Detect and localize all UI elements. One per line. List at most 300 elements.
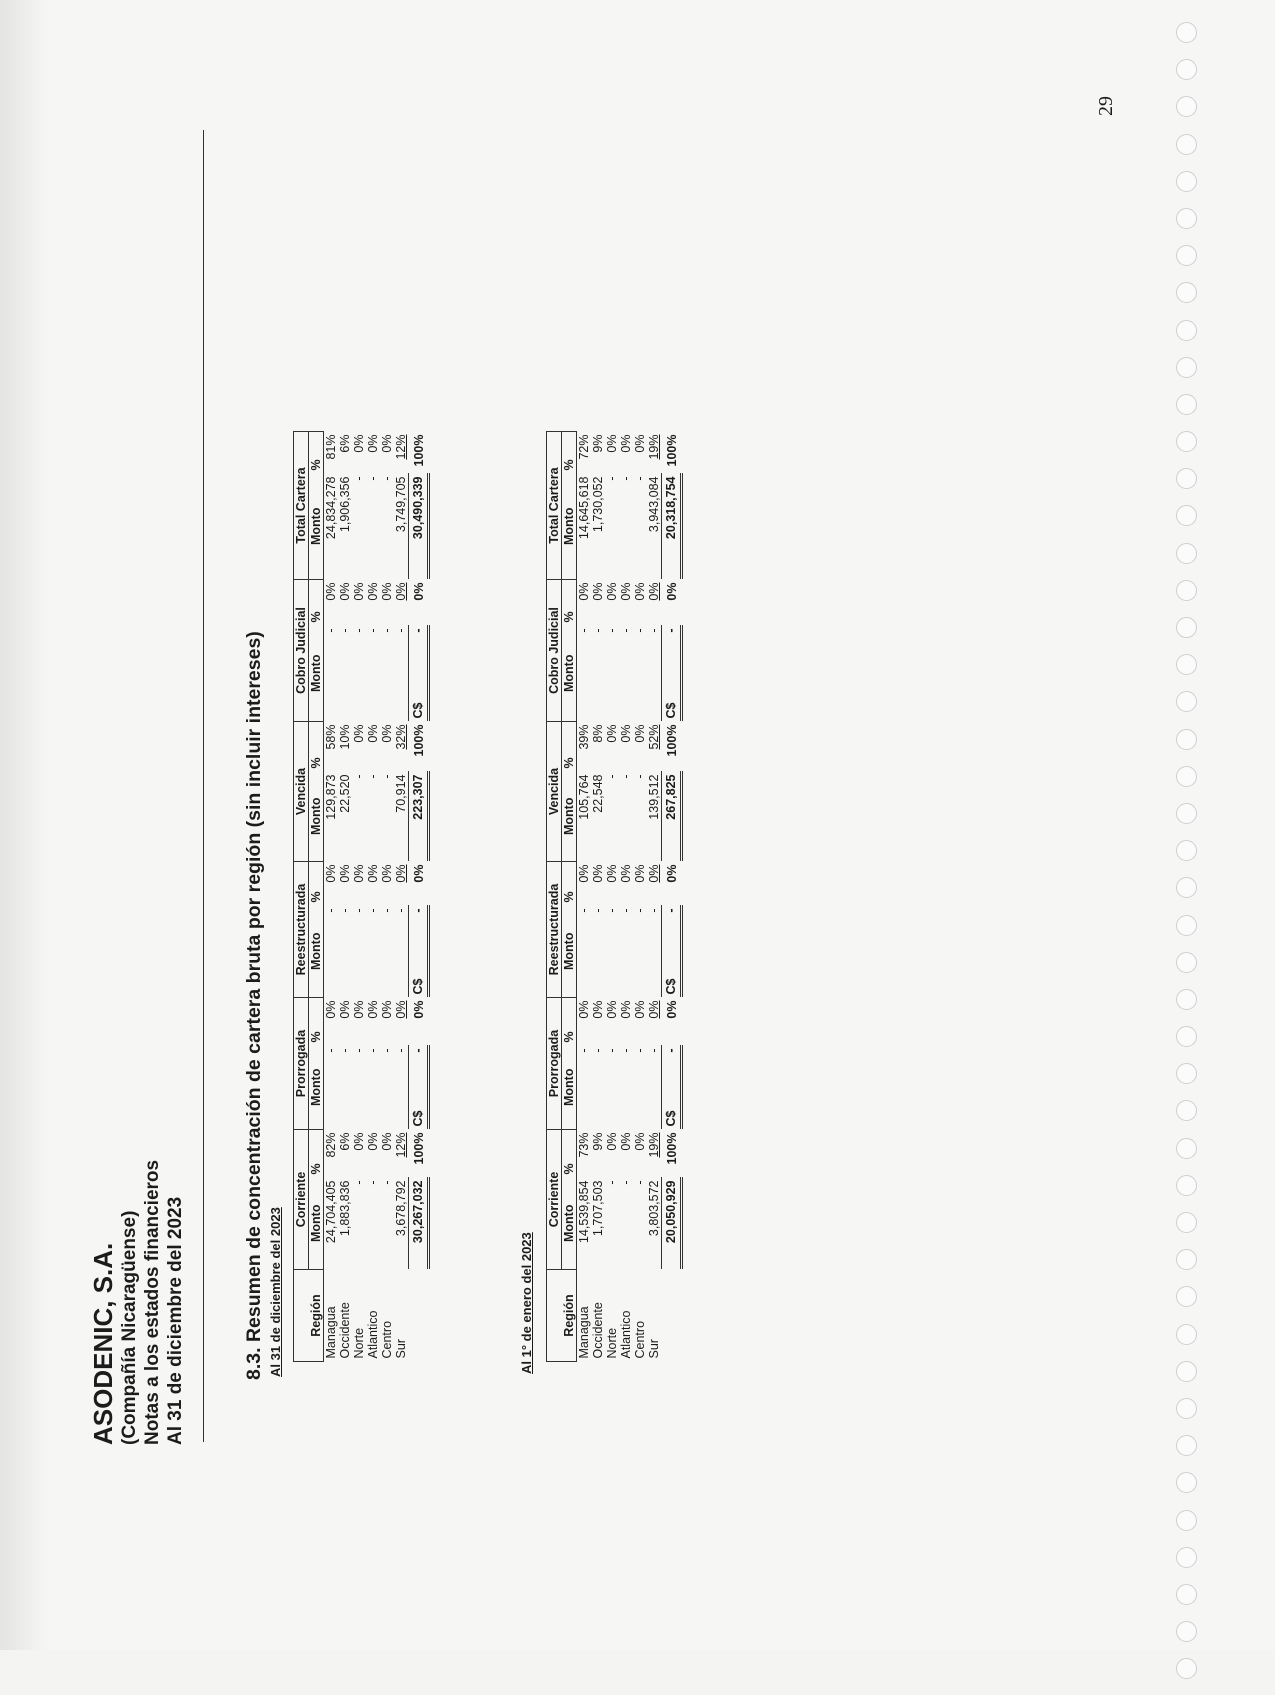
cobro-monto-cell: - [352, 628, 366, 633]
table-row [394, 432, 409, 1362]
cobro-pct-cell: 0% [647, 582, 662, 601]
vencida-monto-cell: - [366, 774, 380, 779]
prorrogada-total-pct: 0% [411, 1000, 426, 1019]
corriente-monto-cell: 1,883,836 [338, 1180, 352, 1237]
vencida-total-pct: 100% [664, 724, 679, 757]
total-total-cell: 20,318,754 [662, 474, 682, 580]
total-pct-cell: 19% [647, 434, 662, 460]
header-divider [203, 130, 204, 1442]
cobro-pct-cell: 0% [338, 582, 352, 601]
pct-header: % [309, 432, 324, 474]
total-pct-cell: 0% [633, 434, 647, 453]
prorrogada-monto-cell: - [647, 1046, 662, 1130]
binder-hole [1176, 1175, 1197, 1196]
region-cell: Sur [647, 1339, 662, 1359]
reestructurada-total-cell [409, 906, 429, 998]
prorrogada-pct-cell: 0% [605, 1000, 619, 1019]
vencida-pct-cell: 0% [633, 724, 647, 743]
binder-hole [1176, 431, 1197, 452]
total-monto-cell: - [619, 476, 633, 481]
corriente-pct-cell: 0% [605, 1132, 619, 1151]
monto-header: Monto [309, 906, 324, 998]
binder-hole [1176, 171, 1197, 192]
prorrogada-pct-cell: 0% [577, 1000, 591, 1019]
vencida-pct-cell: 0% [380, 724, 394, 743]
binder-hole [1176, 1324, 1197, 1345]
vencida-pct-cell: 10% [338, 724, 352, 750]
cobro-monto-cell: - [605, 628, 619, 633]
prorrogada-pct-cell: 0% [366, 1000, 380, 1019]
vencida-total-cell: 223,307 [409, 772, 429, 862]
portfolio-table-jan-2023 [546, 431, 683, 1362]
reestructurada-pct-cell: 0% [605, 864, 619, 883]
binder-hole [1176, 1212, 1197, 1233]
reestructurada-monto-cell: - [619, 908, 633, 913]
binder-hole [1176, 22, 1197, 43]
vencida-monto-cell: 22,548 [591, 774, 605, 813]
vencida-pct-cell: 52% [647, 724, 662, 750]
region-cell: Norte [605, 1327, 619, 1359]
corriente-monto-cell: - [605, 1180, 619, 1185]
binder-hole [1176, 989, 1197, 1010]
reestructurada-pct-cell: 0% [352, 864, 366, 883]
sub-header-row [309, 432, 324, 1362]
cobro-pct-cell: 0% [605, 582, 619, 601]
reestructurada-total-pct: 0% [411, 864, 426, 883]
corriente-pct-cell: 0% [352, 1132, 366, 1151]
group-header: Total Cartera [294, 432, 309, 580]
binder-hole [1176, 282, 1197, 303]
report-header [88, 1160, 187, 1445]
total-pct-cell: 0% [352, 434, 366, 453]
table-2-subtitle: Al 1° de enero del 2023 [519, 1232, 534, 1374]
corriente-monto-cell: 24,704,405 [324, 1180, 338, 1244]
cobro-monto-cell: - [619, 628, 633, 633]
region-cell: Sur [394, 1339, 409, 1359]
prorrogada-monto-cell: - [633, 1048, 647, 1053]
binder-hole [1176, 1249, 1197, 1270]
vencida-monto-cell: - [619, 774, 633, 779]
cobro-pct-cell: 0% [633, 582, 647, 601]
total-monto-cell: - [380, 476, 394, 481]
group-header-row [547, 432, 562, 1362]
cobro-monto-cell: - [633, 628, 647, 633]
prorrogada-monto-cell: - [619, 1048, 633, 1053]
group-header: Vencida [294, 722, 309, 862]
corriente-pct-cell: 0% [380, 1132, 394, 1151]
totals-label [409, 1270, 429, 1362]
currency-symbol: C$ [664, 1110, 678, 1127]
monto-header: Monto [309, 1046, 324, 1130]
table-row [619, 432, 633, 1362]
region-cell: Atlantico [619, 1310, 633, 1359]
reestructurada-monto-cell: - [366, 908, 380, 913]
binder-hole [1176, 654, 1197, 675]
binder-hole [1176, 1100, 1197, 1121]
prorrogada-pct-cell: 0% [633, 1000, 647, 1019]
prorrogada-monto-cell: - [324, 1048, 338, 1053]
group-header: Cobro Judicial [547, 580, 562, 722]
group-header: Prorrogada [547, 998, 562, 1130]
region-cell: Managua [577, 1306, 591, 1359]
binder-hole [1176, 1286, 1197, 1307]
corriente-pct-cell: 9% [591, 1132, 605, 1151]
region-cell: Managua [324, 1306, 338, 1359]
prorrogada-pct-cell: 0% [619, 1000, 633, 1019]
binder-hole [1176, 803, 1197, 824]
table-row [605, 432, 619, 1362]
table-row [338, 432, 352, 1362]
binder-hole [1176, 766, 1197, 787]
vencida-monto-cell: 70,914 [394, 772, 409, 862]
monto-header: Monto [309, 772, 324, 862]
region-cell: Occidente [338, 1302, 352, 1359]
reestructurada-pct-cell: 0% [366, 864, 380, 883]
cobro-monto-cell: - [577, 628, 591, 633]
currency-symbol: C$ [664, 978, 678, 995]
vencida-pct-cell: 32% [394, 724, 409, 750]
total-pct-cell: 0% [619, 434, 633, 453]
total-total-pct: 100% [664, 434, 679, 467]
reestructurada-pct-cell: 0% [380, 864, 394, 883]
prorrogada-monto-cell: - [338, 1048, 352, 1053]
total-total-cell: 30,490,339 [409, 474, 429, 580]
reestructurada-monto-cell: - [633, 908, 647, 913]
total-pct-cell: 0% [366, 434, 380, 453]
reestructurada-monto-cell: - [605, 908, 619, 913]
binder-hole [1176, 1510, 1197, 1531]
prorrogada-total-value: - [411, 1048, 425, 1053]
table-1-subtitle: Al 31 de diciembre del 2023 [268, 1207, 283, 1377]
currency-symbol: C$ [664, 702, 678, 719]
cobro-pct-cell: 0% [619, 582, 633, 601]
totals-label [662, 1270, 682, 1362]
binder-hole [1176, 1361, 1197, 1382]
monto-header: Monto [562, 772, 577, 862]
notes-title: Notas a los estados financieros [142, 1159, 163, 1445]
cobro-pct-cell: 0% [380, 582, 394, 601]
binder-hole [1176, 543, 1197, 564]
pct-header: % [309, 1130, 324, 1178]
binder-hole [1176, 505, 1197, 526]
group-header: Reestructurada [294, 862, 309, 998]
reestructurada-pct-cell: 0% [619, 864, 633, 883]
binder-hole [1176, 1547, 1197, 1568]
binder-hole [1176, 357, 1197, 378]
total-pct-cell: 81% [324, 434, 338, 460]
total-pct-cell: 12% [394, 434, 409, 460]
binder-hole [1176, 877, 1197, 898]
prorrogada-pct-cell: 0% [324, 1000, 338, 1019]
corriente-monto-cell: - [380, 1180, 394, 1185]
prorrogada-monto-cell: - [577, 1048, 591, 1053]
corriente-monto-cell: - [633, 1180, 647, 1185]
total-pct-cell: 6% [338, 434, 352, 453]
binder-hole [1176, 1435, 1197, 1456]
vencida-pct-cell: 0% [605, 724, 619, 743]
reestructurada-total-pct: 0% [664, 864, 679, 883]
monto-header: Monto [309, 1178, 324, 1270]
corriente-monto-cell: - [619, 1180, 633, 1185]
cobro-total-value: - [664, 628, 678, 633]
prorrogada-monto-cell: - [591, 1048, 605, 1053]
reestructurada-pct-cell: 0% [324, 864, 338, 883]
pct-header: % [309, 580, 324, 626]
company-name: ASODENIC, S.A. [88, 1242, 118, 1445]
totals-row [409, 432, 429, 1362]
total-monto-cell: - [366, 476, 380, 481]
vencida-total-cell: 267,825 [662, 772, 682, 862]
table-row [647, 432, 662, 1362]
prorrogada-pct-cell: 0% [338, 1000, 352, 1019]
vencida-total-pct: 100% [411, 724, 426, 757]
pct-header: % [562, 862, 577, 906]
page-number: 29 [1095, 96, 1117, 116]
reestructurada-monto-cell: - [647, 906, 662, 998]
total-pct-cell: 72% [577, 434, 591, 460]
group-header: Cobro Judicial [294, 580, 309, 722]
corriente-pct-cell: 12% [394, 1132, 409, 1158]
reestructurada-monto-cell: - [338, 908, 352, 913]
reestructurada-pct-cell: 0% [647, 864, 662, 883]
binder-hole [1176, 1584, 1197, 1605]
vencida-pct-cell: 58% [324, 724, 338, 750]
binder-holes [1176, 22, 1212, 1695]
corriente-monto-cell: 1,707,503 [591, 1180, 605, 1237]
cobro-monto-cell: - [380, 628, 394, 633]
cobro-pct-cell: 0% [352, 582, 366, 601]
reestructurada-total-cell [662, 906, 682, 998]
reestructurada-total-value: - [664, 908, 678, 913]
reestructurada-pct-cell: 0% [394, 864, 409, 883]
reestructurada-pct-cell: 0% [591, 864, 605, 883]
table-row [324, 432, 339, 1362]
prorrogada-monto-cell: - [366, 1048, 380, 1053]
region-cell: Centro [633, 1320, 647, 1359]
group-header: Prorrogada [294, 998, 309, 1130]
corriente-pct-cell: 82% [324, 1132, 338, 1158]
binder-hole [1176, 729, 1197, 750]
binder-hole [1176, 245, 1197, 266]
cobro-pct-cell: 0% [394, 582, 409, 601]
corriente-pct-cell: 0% [366, 1132, 380, 1151]
prorrogada-total-value: - [664, 1048, 678, 1053]
reestructurada-monto-cell: - [324, 908, 338, 913]
cobro-total-pct: 0% [411, 582, 426, 601]
cobro-pct-cell: 0% [324, 582, 338, 601]
group-header-row [294, 432, 309, 1362]
total-monto-cell: - [633, 476, 647, 481]
binder-hole [1176, 208, 1197, 229]
total-monto-cell: 24,834,278 [324, 476, 338, 540]
corriente-pct-cell: 19% [647, 1132, 662, 1158]
prorrogada-total-cell [662, 1046, 682, 1130]
total-monto-cell: - [352, 476, 366, 481]
total-monto-cell: 3,749,705 [394, 474, 409, 580]
group-header: Corriente [547, 1130, 562, 1270]
prorrogada-total-cell [409, 1046, 429, 1130]
binder-hole [1176, 134, 1197, 155]
binder-hole [1176, 394, 1197, 415]
vencida-monto-cell: - [633, 774, 647, 779]
currency-symbol: C$ [411, 978, 425, 995]
monto-header: Monto [562, 1046, 577, 1130]
reestructurada-pct-cell: 0% [633, 864, 647, 883]
cobro-total-pct: 0% [664, 582, 679, 601]
pct-header: % [562, 580, 577, 626]
table-row [380, 432, 394, 1362]
portfolio-table-dec-2023 [293, 431, 430, 1362]
corriente-pct-cell: 73% [577, 1132, 591, 1158]
monto-header: Monto [562, 1178, 577, 1270]
total-pct-cell: 9% [591, 434, 605, 453]
prorrogada-pct-cell: 0% [394, 1000, 409, 1019]
cobro-pct-cell: 0% [577, 582, 591, 601]
totals-row [662, 432, 682, 1362]
vencida-monto-cell: 105,764 [577, 774, 591, 820]
vencida-monto-cell: 139,512 [647, 772, 662, 862]
cobro-pct-cell: 0% [366, 582, 380, 601]
binder-hole [1176, 691, 1197, 712]
region-cell: Norte [352, 1327, 366, 1359]
corriente-monto-cell: - [352, 1180, 366, 1185]
cobro-monto-cell: - [366, 628, 380, 633]
corriente-monto-cell: 3,803,572 [647, 1178, 662, 1270]
prorrogada-total-pct: 0% [664, 1000, 679, 1019]
binder-hole [1176, 1472, 1197, 1493]
binder-hole [1176, 468, 1197, 489]
binder-hole [1176, 59, 1197, 80]
vencida-pct-cell: 0% [352, 724, 366, 743]
binder-hole [1176, 915, 1197, 936]
group-header: Reestructurada [547, 862, 562, 998]
prorrogada-pct-cell: 0% [380, 1000, 394, 1019]
binder-hole [1176, 1026, 1197, 1047]
prorrogada-monto-cell: - [380, 1048, 394, 1053]
company-subtitle: (Compañía Nicaragüense) [119, 1210, 140, 1445]
vencida-monto-cell: - [605, 774, 619, 779]
reestructurada-monto-cell: - [380, 908, 394, 913]
total-monto-cell: 14,645,618 [577, 476, 591, 540]
vencida-monto-cell: 22,520 [338, 774, 352, 813]
total-pct-cell: 0% [380, 434, 394, 453]
monto-header: Monto [562, 626, 577, 722]
corriente-total-cell: 30,267,032 [409, 1178, 429, 1270]
binder-hole [1176, 1398, 1197, 1419]
binder-hole [1176, 617, 1197, 638]
table-row [352, 432, 366, 1362]
reestructurada-pct-cell: 0% [338, 864, 352, 883]
prorrogada-pct-cell: 0% [591, 1000, 605, 1019]
region-cell: Occidente [591, 1302, 605, 1359]
prorrogada-monto-cell: - [352, 1048, 366, 1053]
cobro-total-cell [662, 626, 682, 722]
reestructurada-monto-cell: - [577, 908, 591, 913]
cobro-monto-cell: - [647, 626, 662, 722]
corriente-pct-cell: 0% [633, 1132, 647, 1151]
total-monto-cell: 1,906,356 [338, 476, 352, 533]
reestructurada-monto-cell: - [394, 906, 409, 998]
binder-hole [1176, 1138, 1197, 1159]
vencida-monto-cell: - [380, 774, 394, 779]
vencida-pct-cell: 0% [619, 724, 633, 743]
reestructurada-monto-cell: - [591, 908, 605, 913]
pct-header: % [562, 998, 577, 1046]
total-monto-cell: 1,730,052 [591, 476, 605, 533]
binder-hole [1176, 320, 1197, 341]
currency-symbol: C$ [411, 702, 425, 719]
total-monto-cell: 3,943,084 [647, 474, 662, 580]
cobro-monto-cell: - [394, 626, 409, 722]
table-row [633, 432, 647, 1362]
date-title: Al 31 de diciembre del 2023 [165, 1196, 186, 1445]
vencida-pct-cell: 39% [577, 724, 591, 750]
binder-hole [1176, 952, 1197, 973]
cobro-monto-cell: - [338, 628, 352, 633]
region-header: Región [547, 1270, 577, 1362]
binder-hole [1176, 840, 1197, 861]
monto-header: Monto [309, 626, 324, 722]
corriente-monto-cell: 14,539,854 [577, 1180, 591, 1244]
total-total-pct: 100% [411, 434, 426, 467]
corriente-total-cell: 20,050,929 [662, 1178, 682, 1270]
total-monto-cell: - [605, 476, 619, 481]
binder-hole [1176, 1063, 1197, 1084]
binder-hole [1176, 96, 1197, 117]
group-header: Total Cartera [547, 432, 562, 580]
corriente-monto-cell: - [366, 1180, 380, 1185]
binder-hole [1176, 580, 1197, 601]
section-title: 8.3. Resumen de concentración de cartera bruta por región (sin incluir intereses) [243, 631, 265, 1380]
pct-header: % [309, 722, 324, 772]
binder-hole [1176, 1621, 1197, 1642]
region-cell: Atlantico [366, 1310, 380, 1359]
prorrogada-monto-cell: - [605, 1048, 619, 1053]
table-row [577, 432, 592, 1362]
reestructurada-monto-cell: - [352, 908, 366, 913]
region-cell: Centro [380, 1320, 394, 1359]
pct-header: % [562, 1130, 577, 1178]
total-pct-cell: 0% [605, 434, 619, 453]
pct-header: % [309, 862, 324, 906]
reestructurada-total-value: - [411, 908, 425, 913]
monto-header: Monto [562, 474, 577, 580]
monto-header: Monto [309, 474, 324, 580]
cobro-total-cell [409, 626, 429, 722]
corriente-monto-cell: 3,678,792 [394, 1178, 409, 1270]
group-header: Vencida [547, 722, 562, 862]
prorrogada-pct-cell: 0% [647, 1000, 662, 1019]
corriente-pct-cell: 6% [338, 1132, 352, 1151]
cobro-total-value: - [411, 628, 425, 633]
cobro-pct-cell: 0% [591, 582, 605, 601]
corriente-pct-cell: 0% [619, 1132, 633, 1151]
pct-header: % [562, 722, 577, 772]
reestructurada-pct-cell: 0% [577, 864, 591, 883]
prorrogada-monto-cell: - [394, 1046, 409, 1130]
table-row [366, 432, 380, 1362]
vencida-pct-cell: 0% [366, 724, 380, 743]
cobro-monto-cell: - [591, 628, 605, 633]
sub-header-row [562, 432, 577, 1362]
cobro-monto-cell: - [324, 628, 338, 633]
corriente-total-pct: 100% [411, 1132, 426, 1165]
prorrogada-pct-cell: 0% [352, 1000, 366, 1019]
currency-symbol: C$ [411, 1110, 425, 1127]
binder-hole [1176, 1658, 1197, 1679]
vencida-pct-cell: 8% [591, 724, 605, 743]
monto-header: Monto [562, 906, 577, 998]
